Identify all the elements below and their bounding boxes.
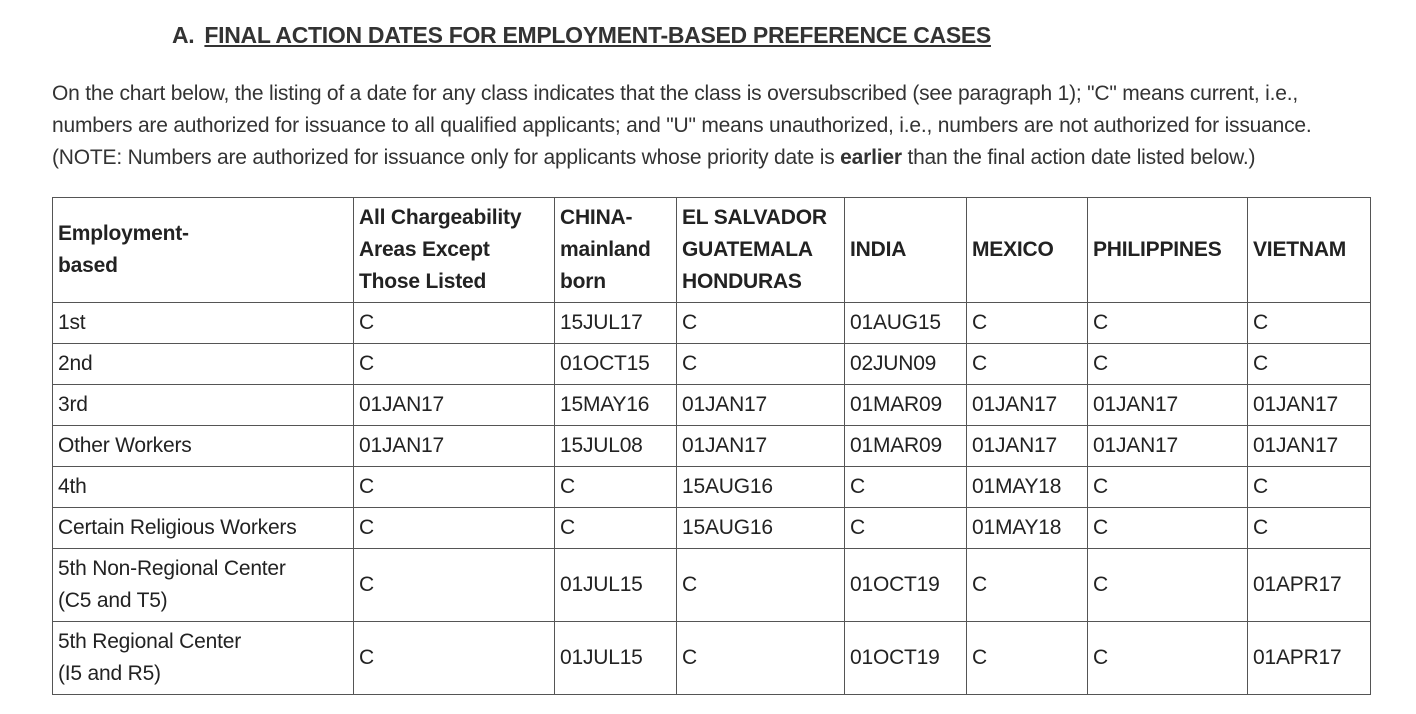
row-category	[53, 385, 354, 426]
intro-line-3	[52, 142, 1382, 174]
column-header-employment-based	[53, 198, 354, 303]
row-category-line: Other Workers	[58, 434, 192, 457]
row-category-line: (I5 and R5)	[58, 662, 161, 685]
column-header-line: EL SALVADOR	[682, 206, 827, 229]
intro-paragraph	[52, 78, 1382, 174]
row-category	[53, 622, 354, 695]
date-cell: C	[677, 549, 845, 622]
intro-line-1: On the chart below, the listing of a date for any class indicates that the class is oversubscribed (see paragraph 1); "C" means current, i.e.,	[52, 82, 1298, 105]
column-header-line: mainland	[560, 238, 651, 261]
table-row	[53, 344, 1371, 385]
table-row	[53, 426, 1371, 467]
date-cell: 15AUG16	[677, 467, 845, 508]
final-action-dates-table	[52, 197, 1371, 695]
date-cell: 01MAY18	[967, 467, 1088, 508]
table-row	[53, 622, 1371, 695]
column-header-mexico	[967, 198, 1088, 303]
date-cell: C	[1088, 344, 1248, 385]
column-header-line: Employment-	[58, 222, 189, 245]
column-header-line: INDIA	[850, 238, 907, 261]
row-category	[53, 344, 354, 385]
date-cell: 01JAN17	[1248, 426, 1371, 467]
date-cell: C	[967, 344, 1088, 385]
row-category-line: 3rd	[58, 393, 88, 416]
date-cell: C	[967, 303, 1088, 344]
date-cell: 01AUG15	[845, 303, 967, 344]
row-category	[53, 467, 354, 508]
date-cell: 01MAR09	[845, 426, 967, 467]
date-cell: C	[1248, 508, 1371, 549]
date-cell: C	[1088, 508, 1248, 549]
table-row	[53, 385, 1371, 426]
intro-line-2: numbers are authorized for issuance to all qualified applicants; and "U" means unauthorized, i.e., numbers are not authorized for issuance.	[52, 114, 1312, 137]
table-row	[53, 508, 1371, 549]
date-cell: C	[967, 549, 1088, 622]
column-header-line: Areas Except	[359, 238, 490, 261]
section-title: FINAL ACTION DATES FOR EMPLOYMENT-BASED PREFERENCE CASES	[204, 22, 991, 48]
row-category-line: 2nd	[58, 352, 93, 375]
date-cell: 01OCT19	[845, 549, 967, 622]
column-header-all-chargeability	[354, 198, 555, 303]
date-cell: 01OCT19	[845, 622, 967, 695]
date-cell: C	[354, 622, 555, 695]
row-category-line: 5th Regional Center	[58, 630, 241, 653]
column-header-line: CHINA-	[560, 206, 633, 229]
table-row	[53, 467, 1371, 508]
row-category	[53, 508, 354, 549]
column-header-line: GUATEMALA	[682, 238, 813, 261]
section-letter: A.	[172, 22, 195, 48]
date-cell: 01MAR09	[845, 385, 967, 426]
date-cell: 01JAN17	[1088, 385, 1248, 426]
date-cell: C	[354, 344, 555, 385]
row-category-line: Certain Religious Workers	[58, 516, 297, 539]
date-cell: 01MAY18	[967, 508, 1088, 549]
date-cell: C	[1248, 303, 1371, 344]
date-cell: 01APR17	[1248, 622, 1371, 695]
column-header-line: All Chargeability	[359, 206, 522, 229]
date-cell: 01JAN17	[967, 426, 1088, 467]
table-body	[53, 303, 1371, 695]
intro-note-text-end: than the final action date listed below.)	[901, 146, 1256, 169]
column-header-el-salvador-guatemala-honduras	[677, 198, 845, 303]
column-header-line: based	[58, 254, 118, 277]
date-cell: C	[677, 622, 845, 695]
row-category-line: 4th	[58, 475, 87, 498]
date-cell: 01JAN17	[354, 385, 555, 426]
date-cell: C	[354, 508, 555, 549]
date-cell: 02JUN09	[845, 344, 967, 385]
column-header-line: MEXICO	[972, 238, 1054, 261]
column-header-india	[845, 198, 967, 303]
date-cell: C	[845, 508, 967, 549]
row-category-line: (C5 and T5)	[58, 589, 168, 612]
section-heading	[172, 22, 991, 49]
column-header-line: Those Listed	[359, 270, 487, 293]
column-header-line: VIETNAM	[1253, 238, 1347, 261]
date-cell: 01JUL15	[555, 622, 677, 695]
date-cell: C	[1248, 467, 1371, 508]
table-row	[53, 549, 1371, 622]
date-cell: 01JAN17	[1248, 385, 1371, 426]
date-cell: 01OCT15	[555, 344, 677, 385]
column-header-philippines	[1088, 198, 1248, 303]
date-cell: 01JAN17	[1088, 426, 1248, 467]
row-category-line: 1st	[58, 311, 86, 334]
date-cell: C	[677, 303, 845, 344]
date-cell: 01JAN17	[677, 385, 845, 426]
date-cell: 15AUG16	[677, 508, 845, 549]
date-cell: 01JUL15	[555, 549, 677, 622]
date-cell: C	[354, 303, 555, 344]
date-cell: C	[1088, 303, 1248, 344]
date-cell: 15JUL08	[555, 426, 677, 467]
date-cell: 15JUL17	[555, 303, 677, 344]
intro-note-emphasis: earlier	[840, 146, 902, 169]
date-cell: C	[1248, 344, 1371, 385]
column-header-line: HONDURAS	[682, 270, 802, 293]
table-row	[53, 303, 1371, 344]
date-cell: 01JAN17	[677, 426, 845, 467]
date-cell: C	[1088, 467, 1248, 508]
date-cell: C	[967, 622, 1088, 695]
column-header-line: born	[560, 270, 606, 293]
table-header-row	[53, 198, 1371, 303]
column-header-vietnam	[1248, 198, 1371, 303]
date-cell: C	[555, 508, 677, 549]
date-cell: C	[845, 467, 967, 508]
row-category	[53, 426, 354, 467]
date-cell: C	[1088, 549, 1248, 622]
date-cell: 01JAN17	[354, 426, 555, 467]
date-cell: C	[354, 549, 555, 622]
date-cell: 01JAN17	[967, 385, 1088, 426]
date-cell: C	[1088, 622, 1248, 695]
intro-note-text: (NOTE: Numbers are authorized for issuance only for applicants whose priority date is	[52, 146, 841, 169]
row-category	[53, 549, 354, 622]
date-cell: C	[677, 344, 845, 385]
date-cell: 01APR17	[1248, 549, 1371, 622]
date-cell: C	[555, 467, 677, 508]
column-header-line: PHILIPPINES	[1093, 238, 1222, 261]
row-category-line: 5th Non-Regional Center	[58, 557, 286, 580]
column-header-china-mainland-born	[555, 198, 677, 303]
date-cell: C	[354, 467, 555, 508]
date-cell: 15MAY16	[555, 385, 677, 426]
row-category	[53, 303, 354, 344]
